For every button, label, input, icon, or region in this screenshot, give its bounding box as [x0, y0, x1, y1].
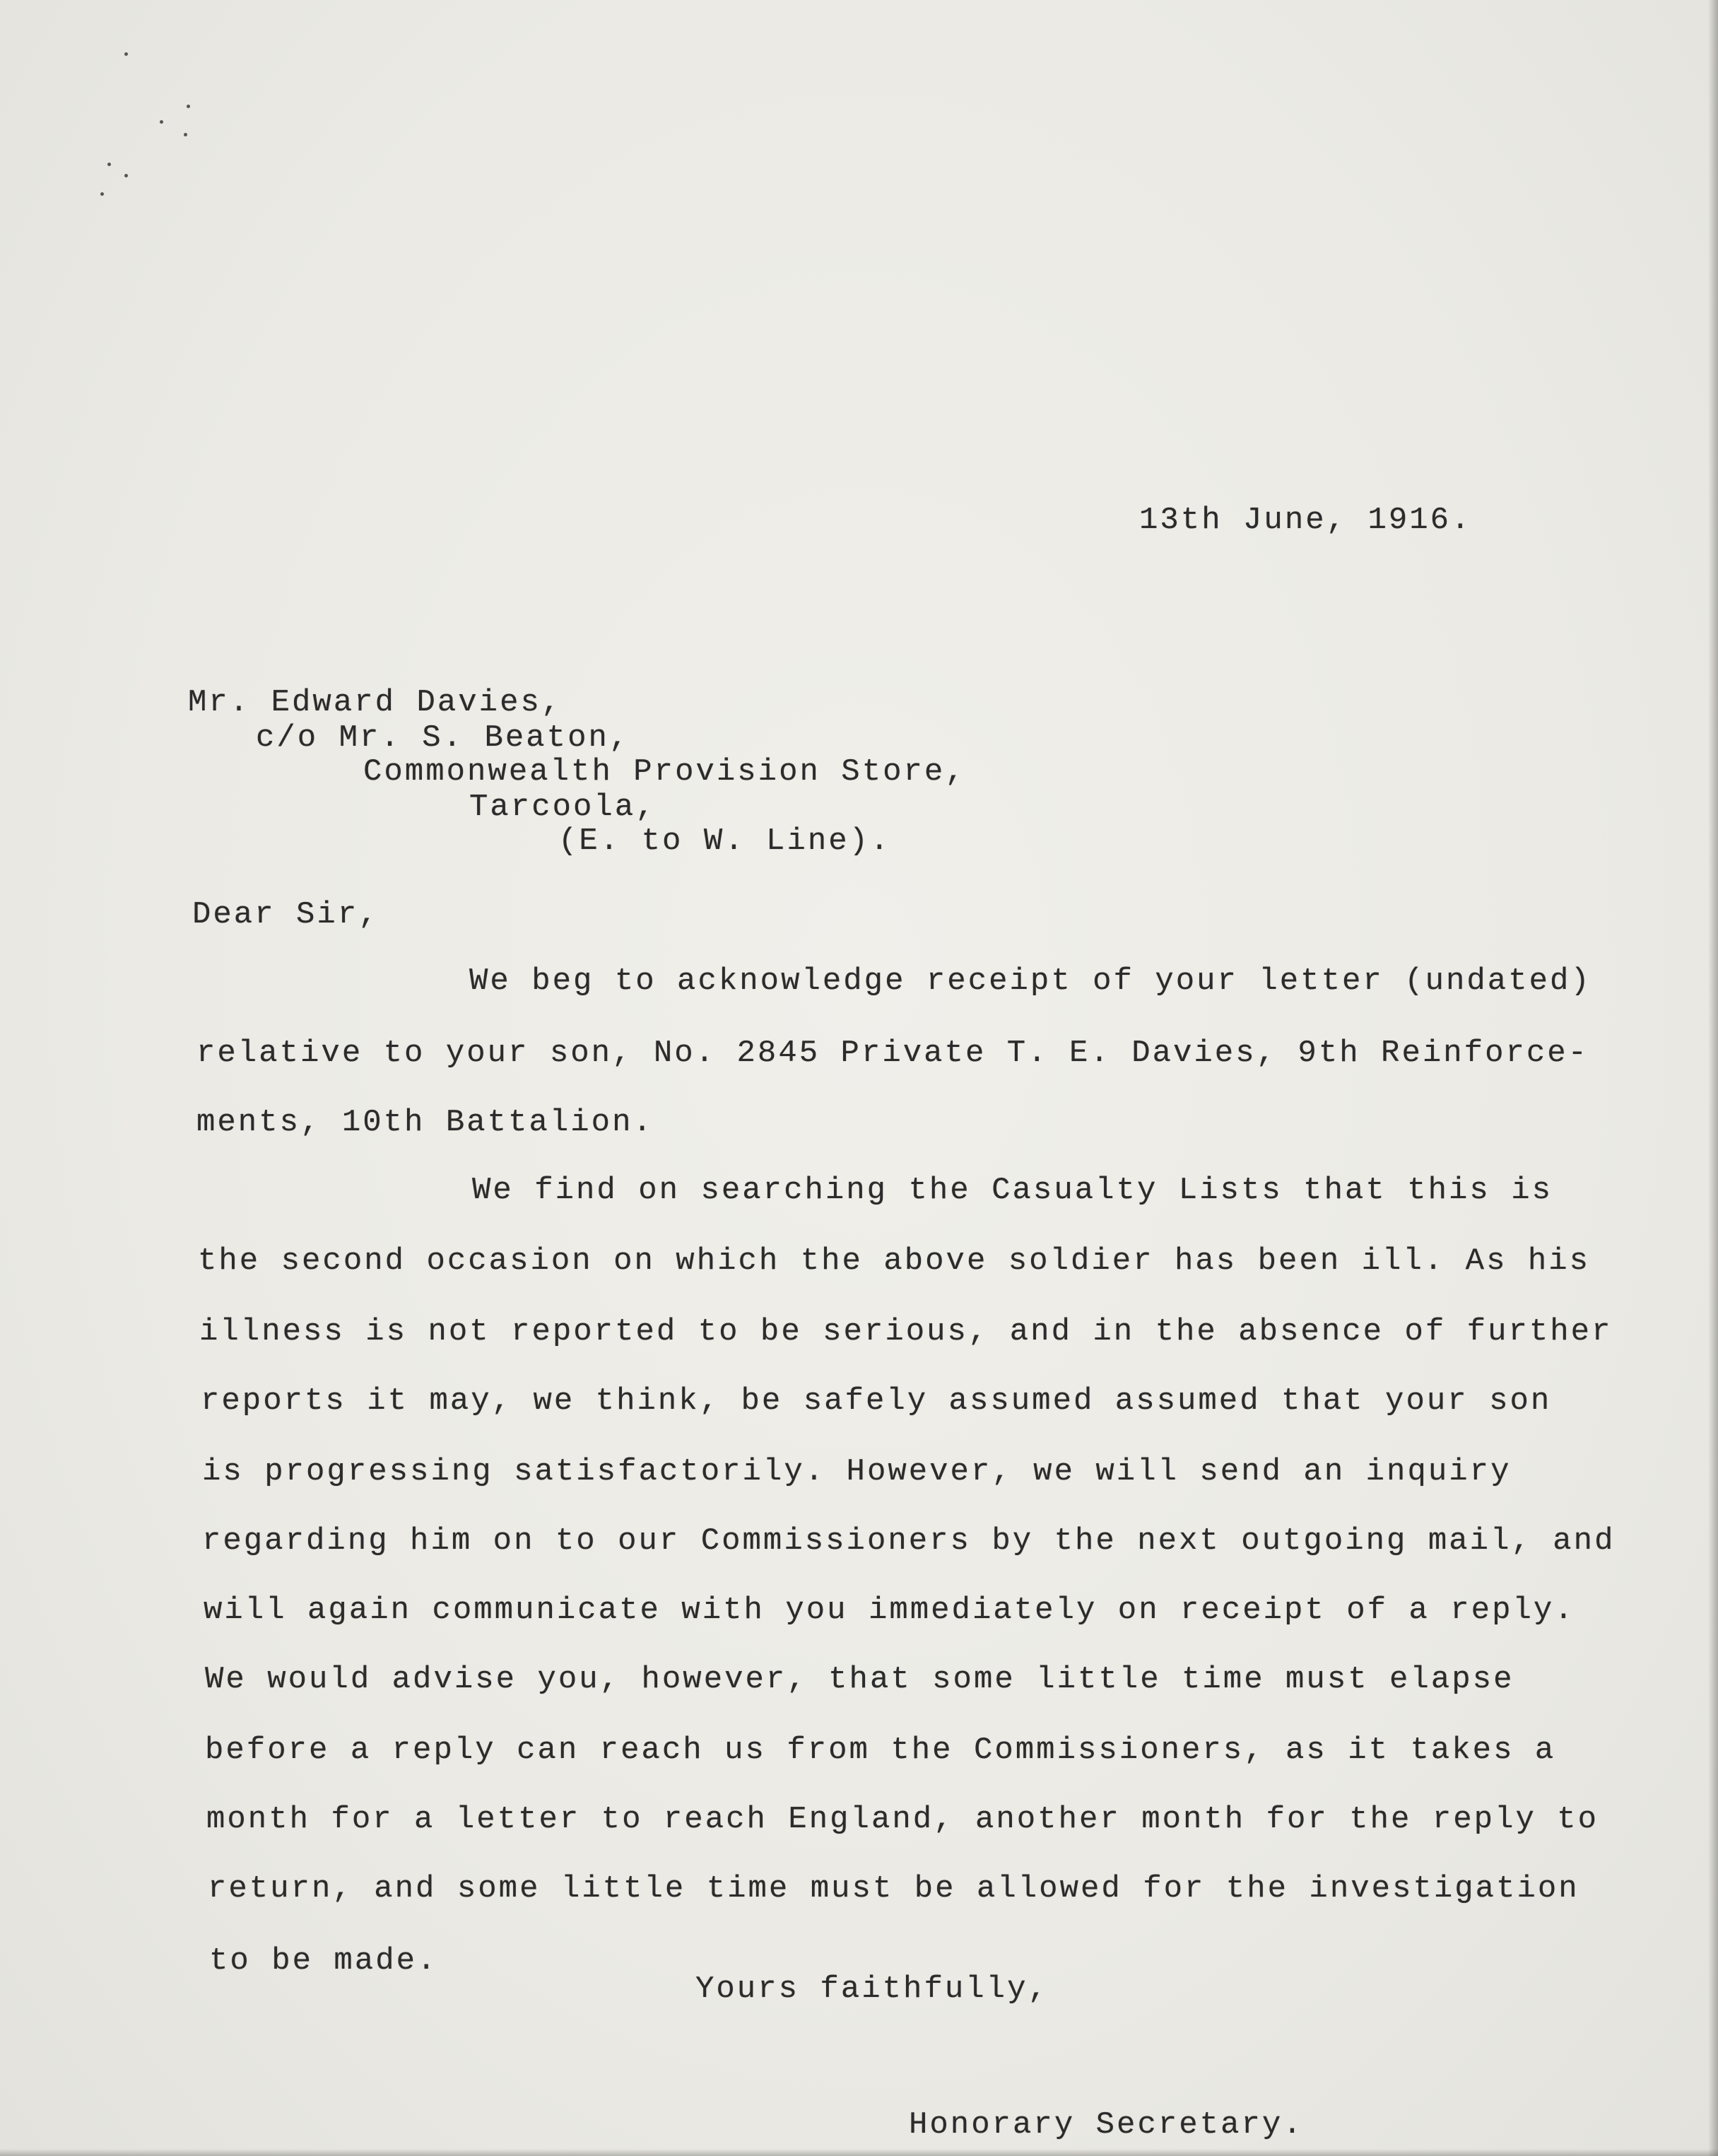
body-line: to be made. [209, 1943, 438, 1979]
body-line: month for a letter to reach England, another month for the reply to [206, 1802, 1599, 1837]
body-line: reports it may, we think, be safely assumed assumed that your son [201, 1383, 1552, 1419]
address-line: c/o Mr. S. Beaton, [256, 720, 630, 756]
body-line: We would advise you, however, that some little time must elapse [205, 1662, 1514, 1697]
address-line: Commonwealth Provision Store, [363, 754, 966, 790]
paper-speck [124, 52, 128, 56]
body-line: illness is not reported to be serious, and in the absence of further [199, 1314, 1613, 1349]
body-line: relative to your son, No. 2845 Private T. E. Davies, 9th Reinforce- [196, 1036, 1589, 1071]
address-line: (E. to W. Line). [558, 824, 891, 859]
paper-speck [100, 192, 104, 196]
body-line: the second occasion on which the above soldier has been ill. As his [198, 1243, 1591, 1279]
signatory-title: Honorary Secretary. [909, 2107, 1304, 2143]
paper-speck [160, 120, 163, 124]
paper-speck [124, 174, 128, 177]
paper-speck [107, 163, 111, 166]
body-line: We beg to acknowledge receipt of your letter (undated) [469, 963, 1591, 999]
closing: Yours faithfully, [695, 1972, 1049, 2007]
salutation: Dear Sir, [192, 897, 380, 932]
paper-edge-shadow [0, 2149, 1718, 2156]
body-line: will again communicate with you immediately on receipt of a reply. [204, 1593, 1575, 1628]
paper-edge-shadow [1708, 0, 1718, 2156]
body-line: return, and some little time must be allowed for the investigation [208, 1871, 1579, 1906]
body-line: ments, 10th Battalion. [196, 1105, 654, 1140]
paper-speck [187, 105, 190, 108]
body-line: We find on searching the Casualty Lists that this is [472, 1173, 1553, 1208]
address-line: Tarcoola, [469, 790, 657, 825]
address-line: Mr. Edward Davies, [188, 685, 563, 720]
letter-date: 13th June, 1916. [1139, 503, 1472, 538]
body-line: regarding him on to our Commissioners by the next outgoing mail, and [202, 1523, 1616, 1559]
body-line: is progressing satisfactorily. However, we will send an inquiry [202, 1454, 1512, 1489]
paper-speck [184, 133, 187, 136]
body-line: before a reply can reach us from the Commissioners, as it takes a [205, 1733, 1556, 1768]
